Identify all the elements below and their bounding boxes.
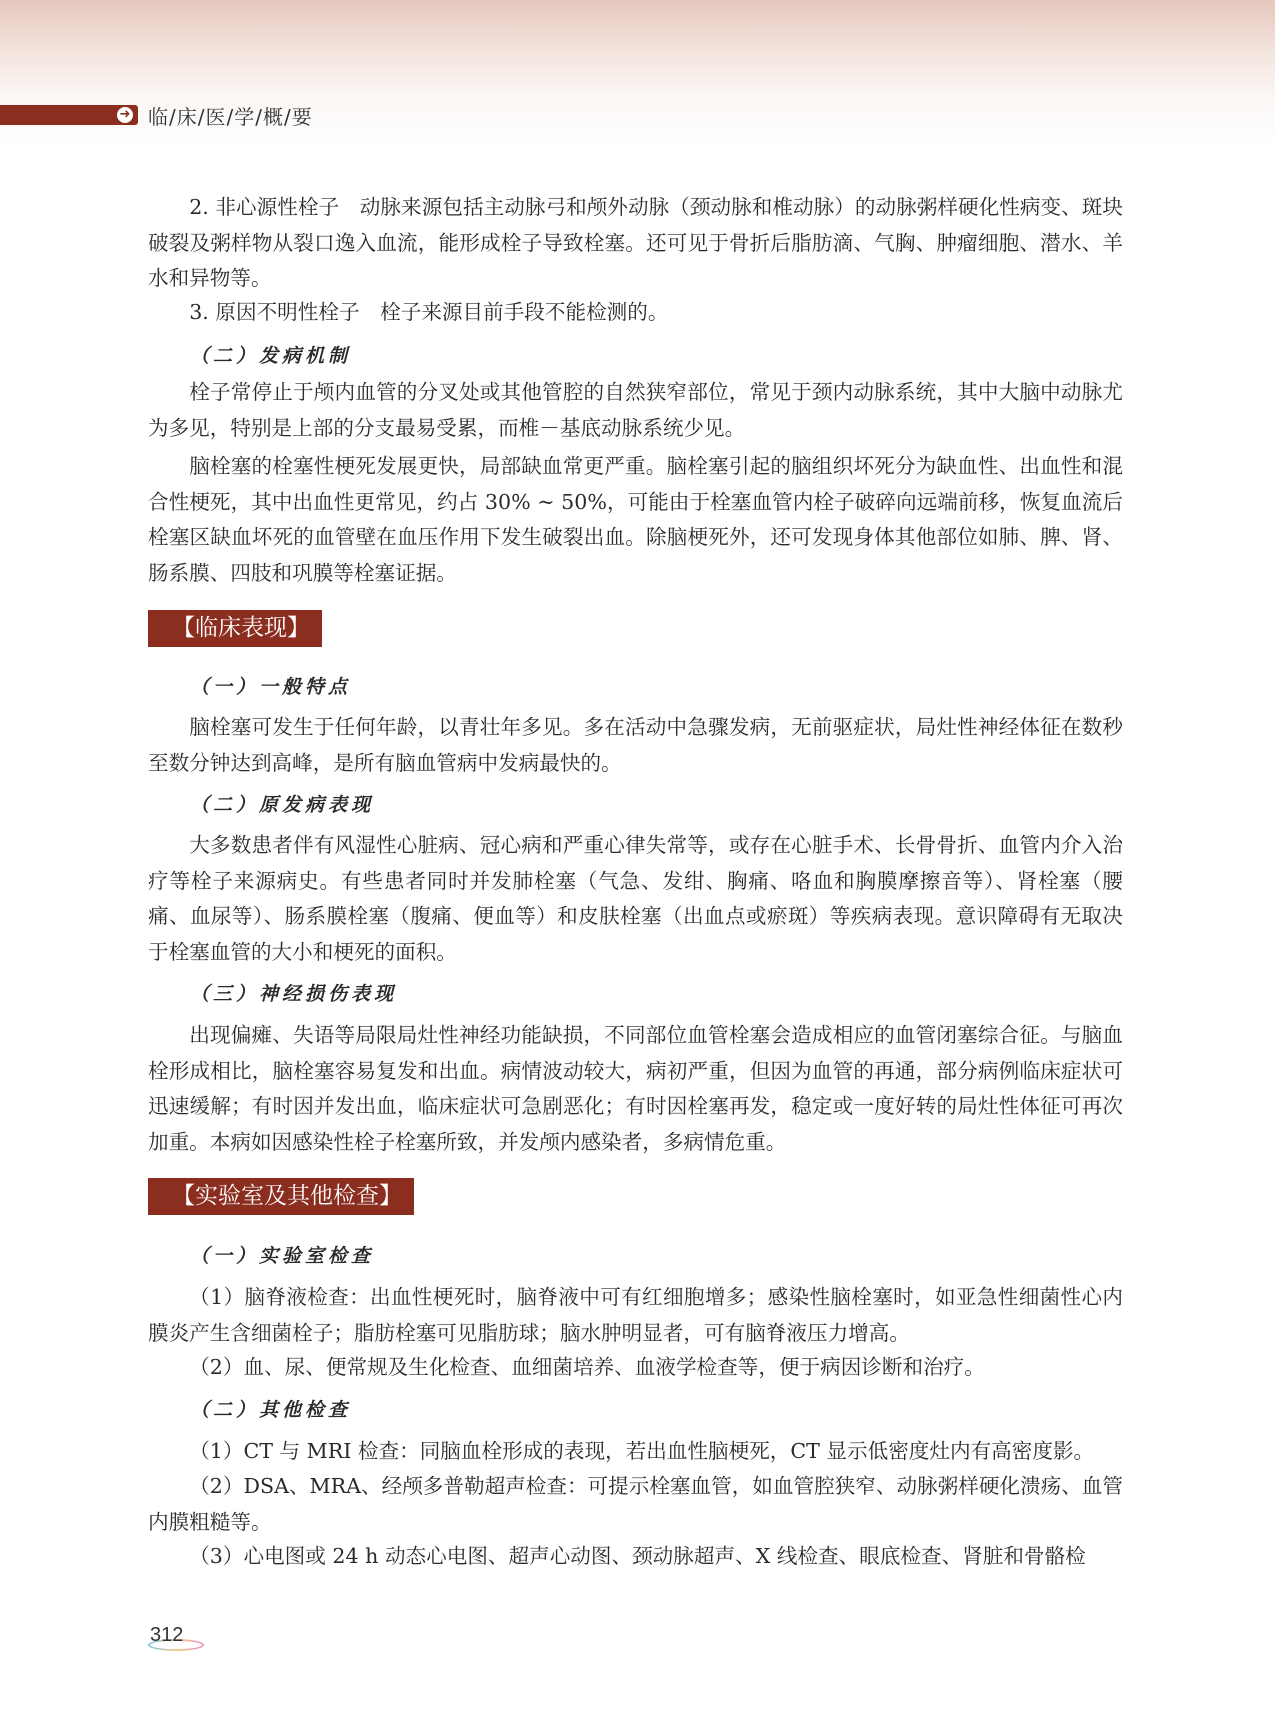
book-title: 临/床/医/学/概/要 [148, 105, 313, 129]
paragraph-neuro: 出现偏瘫、失语等局限局灶性神经功能缺损，不同部位血管栓塞会造成相应的血管闭塞综合征。与脑血栓形成相比，脑栓塞容易复发和出血。病情波动较大，病初严重，但因为血管的再通，部分病例临床症状可迅速缓解；有时因并发出血，临床症状可急剧恶化；有时因栓塞再发，稳定或一度好转的局灶性体征可再次加重。本病如因感染性栓子栓塞所致，并发颅内感染者，多病情危重。 [148, 1023, 1123, 1154]
paragraph-mechanism-2: 脑栓塞的栓塞性梗死发展更快，局部缺血常更严重。脑栓塞引起的脑组织坏死分为缺血性、出血性和混合性梗死，其中出血性更常见，约占 30% ~ 50%，可能由于栓塞血管内栓子破碎向远端前移，恢复血流后栓塞区缺血坏死的血管壁在血压作用下发生破裂出血。除脑梗死外，还可发现身体其他部位如肺、脾、肾、肠系膜、四肢和巩膜等栓塞证据。 [148, 454, 1123, 585]
section-heading-clinical: 【临床表现】 [148, 610, 322, 647]
paragraph-general: 脑栓塞可发生于任何年龄，以青壮年多见。多在活动中急骤发病，无前驱症状，局灶性神经体征在数秒至数分钟达到高峰，是所有脑血管病中发病最快的。 [148, 715, 1123, 775]
subheading-mechanism: （二）发病机制 [190, 345, 352, 367]
page-number: 312 [150, 1624, 184, 1646]
subheading-other: （二）其他检查 [190, 1399, 352, 1421]
subheading-primary: （二）原发病表现 [190, 794, 375, 816]
paragraph-lab-1: （1）脑脊液检查：出血性梗死时，脑脊液中可有红细胞增多；感染性脑栓塞时，如亚急性细菌性心内膜炎产生含细菌栓子；脂肪栓塞可见脂肪球；脑水肿明显者，可有脑脊液压力增高。 [148, 1285, 1123, 1345]
subheading-lab: （一）实验室检查 [190, 1245, 375, 1267]
paragraph-non-cardiac-emboli: 2. 非心源性栓子 动脉来源包括主动脉弓和颅外动脉（颈动脉和椎动脉）的动脉粥样硬化性病变、斑块破裂及粥样物从裂口逸入血流，能形成栓子导致栓塞。还可见于骨折后脂肪滴、气胸、肿瘤细胞、潜水、羊水和异物等。 [148, 195, 1123, 291]
paragraph-unknown-emboli: 3. 原因不明性栓子 栓子来源目前手段不能检测的。 [189, 300, 669, 324]
paragraph-other-3: （3）心电图或 24 h 动态心电图、超声心动图、颈动脉超声、X 线检查、眼底检查、肾脏和骨骼检 [189, 1544, 1086, 1568]
arrow-right-circle-icon: ➜ [117, 107, 133, 123]
paragraph-mechanism-1: 栓子常停止于颅内血管的分叉处或其他管腔的自然狭窄部位，常见于颈内动脉系统，其中大脑中动脉尤为多见，特别是上部的分支最易受累，而椎－基底动脉系统少见。 [148, 380, 1123, 440]
subheading-neuro: （三）神经损伤表现 [190, 983, 398, 1005]
paragraph-primary: 大多数患者伴有风湿性心脏病、冠心病和严重心律失常等，或存在心脏手术、长骨骨折、血管内介入治疗等栓子来源病史。有些患者同时并发肺栓塞（气急、发绀、胸痛、咯血和胸膜摩擦音等）、肾栓塞（腰痛、血尿等）、肠系膜栓塞（腹痛、便血等）和皮肤栓塞（出血点或瘀斑）等疾病表现。意识障碍有无取决于栓塞血管的大小和梗死的面积。 [148, 833, 1123, 964]
paragraph-other-1: （1）CT 与 MRI 检查：同脑血栓形成的表现，若出血性脑梗死，CT 显示低密度灶内有高密度影。 [189, 1439, 1095, 1463]
paragraph-other-2: （2）DSA、MRA、经颅多普勒超声检查：可提示栓塞血管，如血管腔狭窄、动脉粥样硬化溃疡、血管内膜粗糙等。 [148, 1474, 1123, 1534]
subheading-general: （一）一般特点 [190, 676, 352, 698]
paragraph-lab-2: （2）血、尿、便常规及生化检查、血细菌培养、血液学检查等，便于病因诊断和治疗。 [189, 1355, 985, 1379]
section-heading-lab: 【实验室及其他检查】 [148, 1178, 414, 1215]
